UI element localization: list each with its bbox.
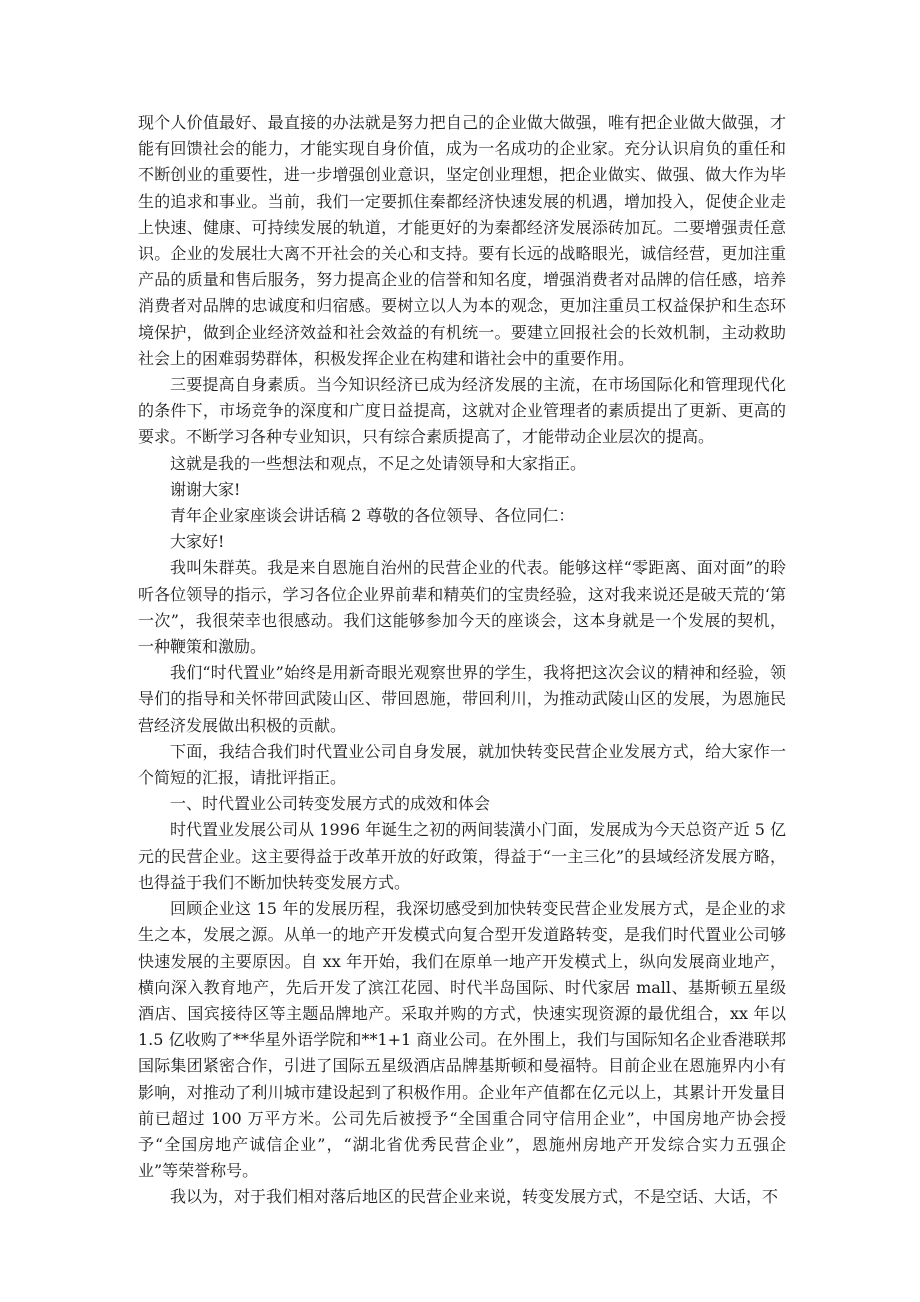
paragraph: 谢谢大家! [170, 479, 241, 499]
paragraph: 现个人价值最好、最直接的办法就是努力把自己的企业做大做强，唯有把企业做大做强，才能有回馈社会的能力，才能实现自身价值，成为一名成功的企业家。充分认识肩负的重任和不断创业的重要性，进一步增强创业意识，坚定创业理想，把企业做实、做强、做大作为毕生的追求和事业。当前，我们一定要抓住秦都经济快速发展的机遇，增加投入，促使企业走上快速、健康、可持续发展的轨道，才能更好的为秦都经济发展添砖加瓦。二要增强责任意识。企业的发展壮大离不开社会的关心和支持。要有长远的战略眼光，诚信经营，更加注重产品的质量和售后服务，努力提高企业的信誉和知名度，增强消费者对品牌的信任感，培养消费者对品牌的忠诚度和归宿感。要树立以人为本的观念，更加注重员工权益保护和生态环境保护，做到企业经济效益和社会效益的有机统一。要建立回报社会的长效机制，主动救助社会上的困难弱势群体，积极发挥企业在构建和谐社会中的重要作用。 [138, 113, 786, 368]
paragraph: 我们“时代置业”始终是用新奇眼光观察世界的学生，我将把这次会议的精神和经验，领导们的指导和关怀带回武陵山区、带回恩施，带回利川，为推动武陵山区的发展，为恩施民营经济发展做出积极的贡献。 [138, 663, 786, 735]
paragraph: 青年企业家座谈会讲话稿 2 尊敬的各位领导、各位同仁： [170, 506, 575, 526]
paragraph: 我以为，对于我们相对落后地区的民营企业来说，转变发展方式，不是空话、大话，不 [170, 1187, 779, 1207]
paragraph: 下面，我结合我们时代置业公司自身发展，就加快转变民营企业发展方式，给大家作一个简短的汇报，请批评指正。 [138, 741, 786, 788]
document-body [138, 110, 786, 1211]
paragraph: 三要提高自身素质。当今知识经济已成为经济发展的主流，在市场国际化和管理现代化的条件下，市场竞争的深度和广度日益提高，这就对企业管理者的素质提出了更新、更高的要求。不断学习各种专业知识，只有综合素质提高了，才能带动企业层次的提高。 [138, 375, 786, 447]
paragraph: 回顾企业这 15 年的发展历程，我深切感受到加快转变民营企业发展方式，是企业的求生之本，发展之源。从单一的地产开发模式向复合型开发道路转变，是我们时代置业公司够快速发展的主要原因。自 xx 年开始，我们在原单一地产开发模式上，纵向发展商业地产，横向深入教育地产，先后开发了滨江花园、时代半岛国际、时代家居 mall、基斯顿五星级酒店、国宾接待区等主题品牌地产。采取并购的方式，快速实现资源的最优组合，xx 年以 1.5 亿收购了**华星外语学院和**1+1 商业公司。在外围上，我们与国际知名企业香港联邦国际集团紧密合作，引进了国际五星级酒店品牌基斯顿和曼福特。目前企业在恩施界内小有影响，对推动了利川城市建设起到了积极作用。企业年产值都在亿元以上，其累计开发量目前已超过 100 万平方米。公司先后被授予“全国重合同守信用企业”，中国房地产协会授予“全国房地产诚信企业”，“湖北省优秀民营企业”，恩施州房地产开发综合实力五强企业”等荣誉称号。 [138, 899, 786, 1181]
paragraph: 大家好! [170, 532, 225, 552]
paragraph: 时代置业发展公司从 1996 年诞生之初的两间装潢小门面，发展成为今天总资产近 5 亿元的民营企业。这主要得益于改革开放的好政策，得益于“一主三化”的县域经济发展方略，也得益于我们不断加快转变发展方式。 [138, 820, 786, 892]
section-heading: 一、时代置业公司转变发展方式的成效和体会 [170, 794, 491, 814]
paragraph: 我叫朱群英。我是来自恩施自治州的民营企业的代表。能够这样“零距离、面对面”的聆听各位领导的指示，学习各位企业界前辈和精英们的宝贵经验，这对我来说还是破天荒的‘第一次”，我很荣幸也很感动。我们这能够参加今天的座谈会，这本身就是一个发展的契机，一种鞭策和激励。 [138, 558, 786, 657]
paragraph: 这就是我的一些想法和观点，不足之处请领导和大家指正。 [170, 453, 587, 473]
